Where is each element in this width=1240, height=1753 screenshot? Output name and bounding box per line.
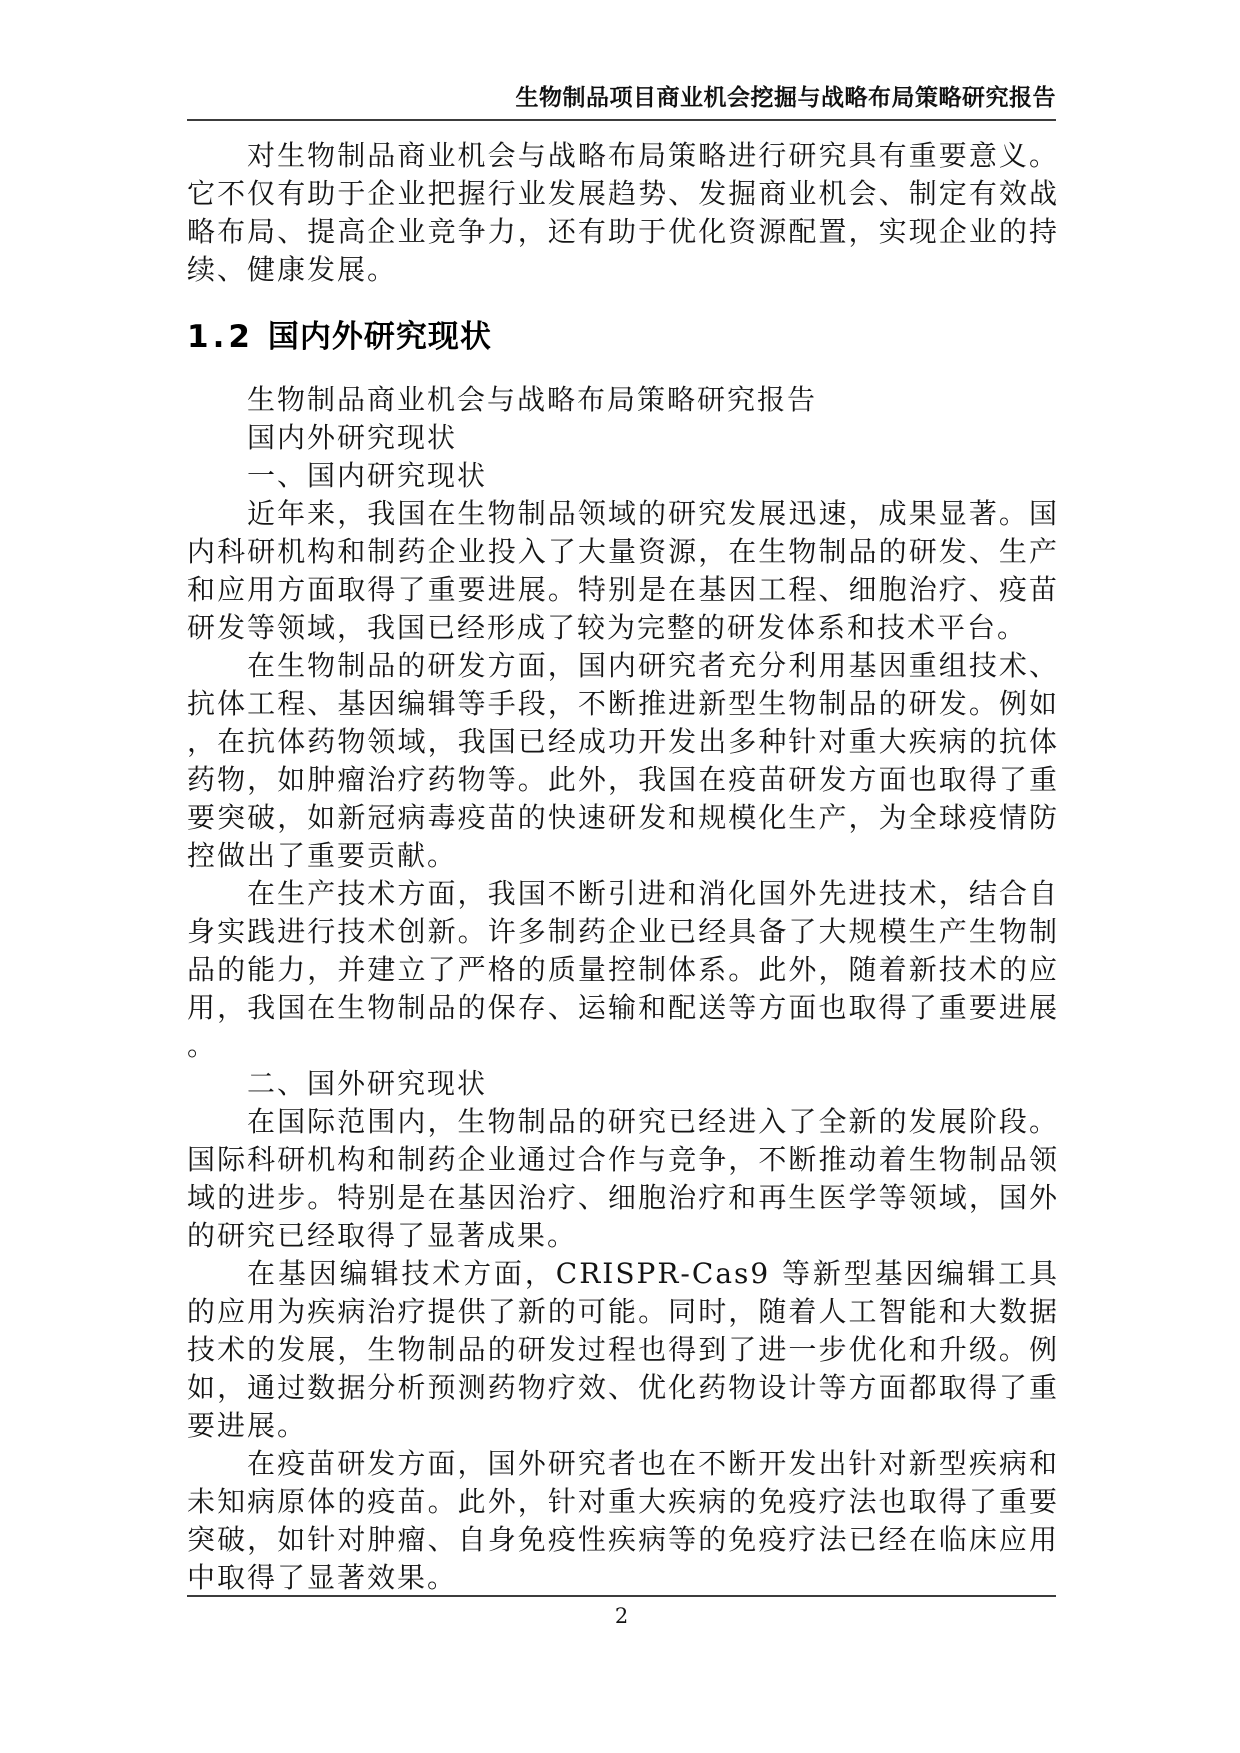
body-paragraph: 在基因编辑技术方面，CRISPR-Cas9 等新型基因编辑工具的应用为疾病治疗提供了新的可能。同时，随着人工智能和大数据技术的发展，生物制品的研发过程也得到了进一步优化和升级。例如，通过数据分析预测药物疗效、优化药物设计等方面都取得了重要进展。 <box>187 1257 1059 1442</box>
body-paragraph: 生物制品商业机会与战略布局策略研究报告 <box>247 383 818 416</box>
body-paragraph: 在国际范围内，生物制品的研究已经进入了全新的发展阶段。国际科研机构和制药企业通过合作与竞争，不断推动着生物制品领域的进步。特别是在基因治疗、细胞治疗和再生医学等领域，国外的研究已经取得了显著成果。 <box>187 1105 1059 1252</box>
body-paragraph: 在疫苗研发方面，国外研究者也在不断开发出针对新型疾病和未知病原体的疫苗。此外，针对重大疾病的免疫疗法也取得了重要突破，如针对肿瘤、自身免疫性疾病等的免疫疗法已经在临床应用中取得了显著效果。 <box>187 1447 1059 1594</box>
body-paragraph: 近年来，我国在生物制品领域的研究发展迅速，成果显著。国内科研机构和制药企业投入了大量资源，在生物制品的研发、生产和应用方面取得了重要进展。特别是在基因工程、细胞治疗、疫苗研发等领域，我国已经形成了较为完整的研发体系和技术平台。 <box>187 497 1059 644</box>
body-paragraph: 在生物制品的研发方面，国内研究者充分利用基因重组技术、抗体工程、基因编辑等手段，不断推进新型生物制品的研发。例如，在抗体药物领域，我国已经成功开发出多种针对重大疾病的抗体药物，如肿瘤治疗药物等。此外，我国在疫苗研发方面也取得了重要突破，如新冠病毒疫苗的快速研发和规模化生产，为全球疫情防控做出了重要贡献。 <box>187 649 1059 872</box>
header-title: 生物制品项目商业机会挖掘与战略布局策略研究报告 <box>515 85 1056 111</box>
body-paragraph: 二、国外研究现状 <box>247 1067 488 1100</box>
intro-paragraph: 对生物制品商业机会与战略布局策略进行研究具有重要意义。它不仅有助于企业把握行业发展趋势、发掘商业机会、制定有效战略布局、提高企业竞争力，还有助于优化资源配置，实现企业的持续、健康发展。 <box>187 139 1059 286</box>
page-number: 2 <box>614 1604 629 1628</box>
body-paragraph: 一、国内研究现状 <box>247 459 488 492</box>
page-content <box>187 137 1059 1597</box>
section-heading-text: 国内外研究现状 <box>267 319 492 355</box>
body-paragraph: 国内外研究现状 <box>247 421 458 454</box>
section-heading <box>187 317 1059 357</box>
body-paragraph: 在生产技术方面，我国不断引进和消化国外先进技术，结合自身实践进行技术创新。许多制药企业已经具备了大规模生产生物制品的能力，并建立了严格的质量控制体系。此外，随着新技术的应用，我国在生物制品的保存、运输和配送等方面也取得了重要进展。 <box>187 877 1059 1062</box>
page-header <box>187 82 1056 121</box>
section-heading-number: 1.2 <box>187 319 254 355</box>
page-footer <box>187 1595 1056 1628</box>
